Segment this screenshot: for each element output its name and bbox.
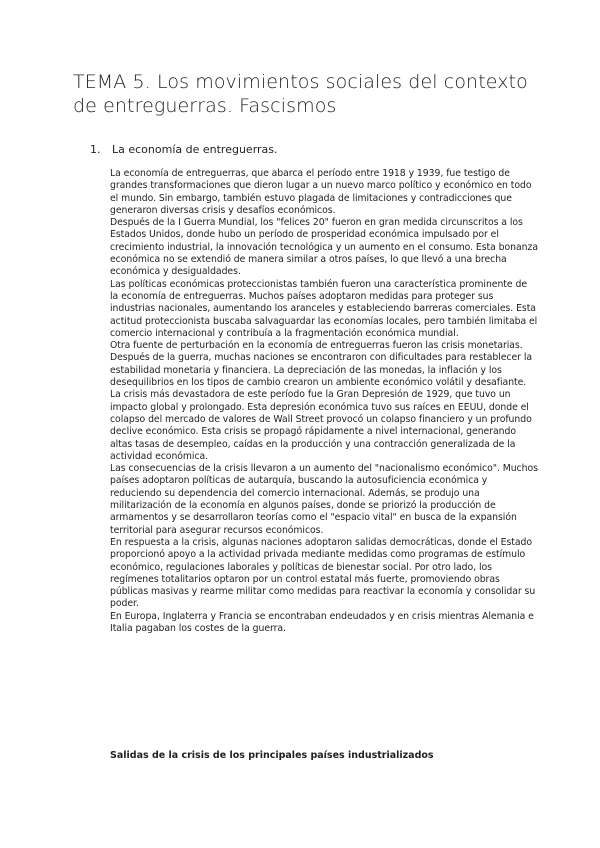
section-number: 1. <box>90 143 101 156</box>
subheading: Salidas de la crisis de los principales países industrializados <box>110 750 434 761</box>
paragraph: Las consecuencias de la crisis llevaron a un aumento del "nacionalismo económico". Muchos países adoptaron políticas de autarquía, buscando la autosuficiencia económica y reduciendo su dependencia del comercio internacional. Además, se produjo una militarización de la economía en algunos países, donde se priorizó la producción de armamentos y se desarrollaron teorías como el "espacio vital" en busca de la expansión territorial para asegurar recursos económicos. <box>110 463 538 536</box>
paragraph: En respuesta a la crisis, algunas naciones adoptaron salidas democráticas, donde el Estado proporcionó apoyo a la actividad privada mediante medidas como programas de estímulo económico, regulaciones laborales y políticas de bienestar social. Por otro lado, los regímenes totalitarios optaron por un control estatal más fuerte, promoviendo obras públicas masivas y rearme militar como medidas para reactivar la economía y consolidar su poder. <box>110 536 536 610</box>
paragraph: En Europa, Inglaterra y Francia se encontraban endeudados y en crisis mientras Alemania e Italia pagaban los costes de la guerra. <box>110 610 534 634</box>
body-text <box>110 168 538 635</box>
section-heading <box>90 143 278 157</box>
paragraph: La crisis más devastadora de este período fue la Gran Depresión de 1929, que tuvo un impacto global y prolongado. Esta depresión económica tuvo sus raíces en EEUU, donde el colapso del mercado de valores de Wall Street provocó un colapso financiero y un profundo declive económico. Esta crisis se propagó rápidamente a nivel internacional, generando altas tasas de desempleo, caídas en la producción y una contracción generalizada de la actividad económica. <box>110 389 532 462</box>
page-title: TEMA 5. Los movimientos sociales del contexto de entreguerras. Fascismos <box>73 71 528 117</box>
paragraph: Otra fuente de perturbación en la economía de entreguerras fueron las crisis monetarias. Después de la guerra, muchas naciones se encontraron con dificultades para restablecer la estabilidad monetaria y financiera. La depreciación de las monedas, la inflación y los desequilibrios en los tipos de cambio crearon un ambiente económico volátil y desafiante. <box>110 340 532 389</box>
section-title: La economía de entreguerras. <box>112 143 278 156</box>
paragraph: La economía de entreguerras, que abarca el período entre 1918 y 1939, fue testigo de grandes transformaciones que dieron lugar a un nuevo marco político y económico en todo el mundo. Sin embargo, también estuvo plagada de limitaciones y contradicciones que generaron diversas crisis y desafíos económicos. <box>110 168 532 216</box>
paragraph: Las políticas económicas proteccionistas también fueron una característica prominente de la economía de entreguerras. Muchos países adoptaron medidas para proteger sus industrias nacionales, aumentando los aranceles y estableciendo barreras comerciales. Esta actitud proteccionista buscaba salvaguardar las economías locales, pero también limitaba el comercio internacional y contribuía a la fragmentación económica mundial. <box>110 278 538 339</box>
paragraph: Después de la I Guerra Mundial, los "felices 20" fueron en gran medida circunscritos a los Estados Unidos, donde hubo un período de prosperidad económica impulsado por el crecimiento industrial, la innovación tecnológica y un aumento en el consumo. Esta bonanza económica no se extendió de manera similar a otros países, lo que llevó a una brecha económica y desigualdades. <box>110 217 538 278</box>
